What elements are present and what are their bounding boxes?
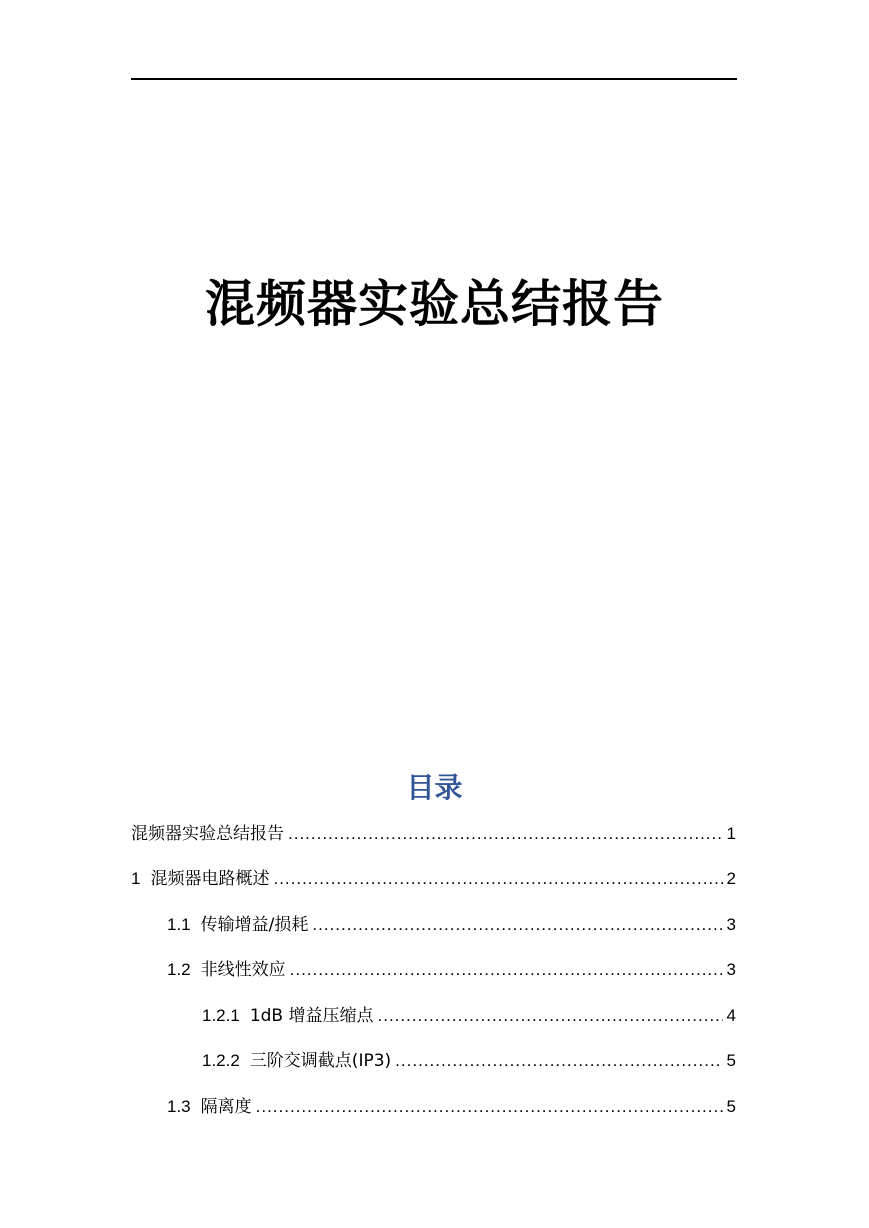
toc-entry-1-2[interactable]: [167, 957, 736, 983]
toc-dot-leader: [288, 821, 723, 847]
toc-page-number: 3: [726, 915, 736, 934]
toc-entry-text: 混频器电路概述: [150, 869, 270, 889]
toc-dot-leader: [395, 1048, 722, 1074]
toc-section-number: 1: [131, 869, 141, 888]
toc-entry-report-title[interactable]: [131, 821, 736, 847]
toc-entry-1-3[interactable]: [167, 1094, 736, 1120]
toc-entry-text: 三阶交调截点(IP3): [249, 1051, 392, 1071]
toc-dot-leader: [273, 866, 722, 892]
toc-dot-leader: [312, 912, 722, 938]
toc-page-number: 1: [726, 824, 736, 843]
toc-entry-text: 非线性效应: [200, 960, 286, 980]
toc-page-number: 4: [726, 1006, 736, 1025]
toc-section-number: 1.2.2: [202, 1051, 240, 1070]
document-title: 混频器实验总结报告: [205, 275, 664, 333]
toc-entry-1-2-1[interactable]: [202, 1003, 736, 1029]
toc-heading: 目录: [406, 771, 463, 804]
toc-page-number: 5: [726, 1051, 736, 1070]
toc-entry-text: 1dB 增益压缩点: [249, 1006, 374, 1026]
toc-entry-text: 隔离度: [200, 1097, 252, 1117]
header-rule: [131, 78, 737, 80]
toc-entry-1[interactable]: [131, 866, 736, 892]
toc-dot-leader: [256, 1094, 723, 1120]
toc-dot-leader: [378, 1003, 723, 1029]
toc-entry-1-1[interactable]: [167, 912, 736, 938]
toc-dot-leader: [290, 957, 723, 983]
toc-page-number: 2: [726, 869, 736, 888]
toc-section-number: 1.1: [167, 915, 191, 934]
toc-section-number: 1.2.1: [202, 1006, 240, 1025]
toc-entry-text: 混频器实验总结报告: [131, 824, 284, 844]
toc-section-number: 1.2: [167, 960, 191, 979]
toc-entry-text: 传输增益/损耗: [200, 915, 309, 935]
toc-entry-1-2-2[interactable]: [202, 1048, 736, 1074]
toc-page-number: 5: [726, 1097, 736, 1116]
toc-section-number: 1.3: [167, 1097, 191, 1116]
toc-page-number: 3: [726, 960, 736, 979]
